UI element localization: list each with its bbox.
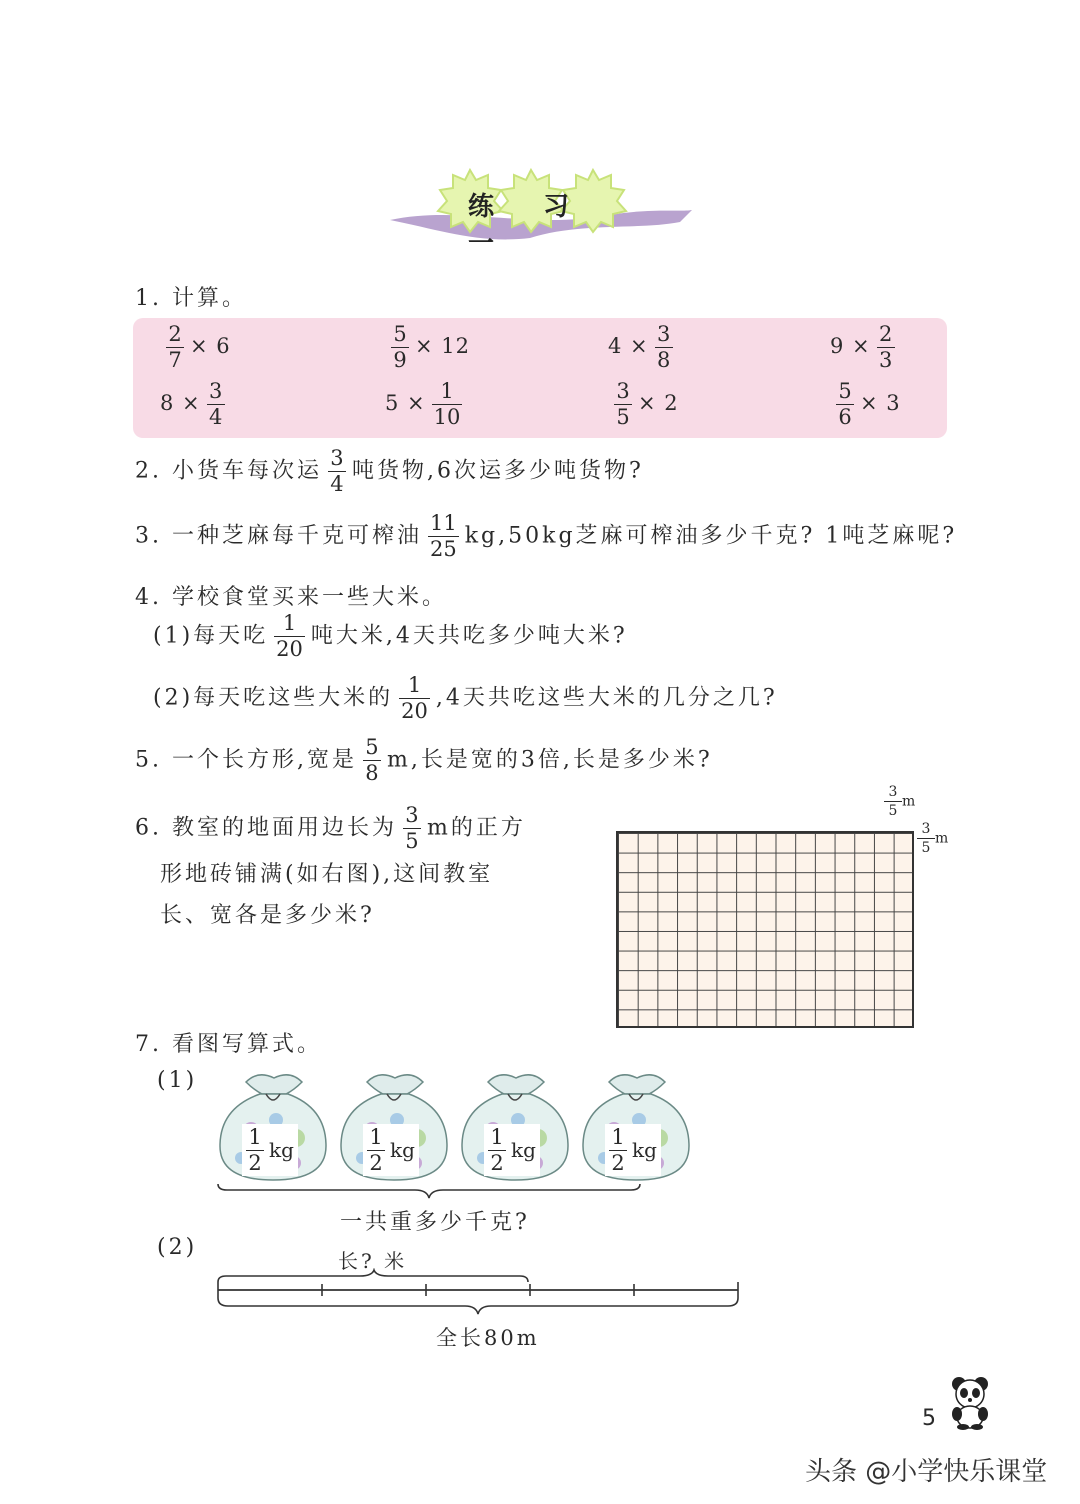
candy-bag <box>216 1068 331 1183</box>
calc-item: $\frac{2}{7}$ × 6 <box>160 324 231 371</box>
q4-label: 4. 学校食堂买来一些大米。 <box>135 585 447 610</box>
calc-item: $\frac{5}{6}$ × 3 <box>830 381 901 428</box>
calc-item: $\frac{3}{5}$ × 2 <box>608 381 679 428</box>
calc-item: 8 × $\frac{3}{4}$ <box>160 381 231 428</box>
bags-brace <box>215 1180 645 1202</box>
q1-label: 1. 计算。 <box>135 286 247 311</box>
bag-weight-label: $\frac{1}{2}$ kg <box>605 1124 661 1176</box>
candy-bag <box>337 1068 452 1183</box>
tile-height-label: $\frac{3}{5}$ m <box>917 822 948 855</box>
calc-item: 5 × $\frac{1}{10}$ <box>385 379 461 429</box>
q6-line3: 长、宽各是多少米? <box>160 903 375 928</box>
q6-line1: 6. 教室的地面用边长为 $\frac{3}{5}$ m的正方 <box>135 803 526 853</box>
q4-part1: (1)每天吃 $\frac{1}{20}$ 吨大米,4天共吃多少吨大米? <box>153 611 628 661</box>
bag-weight-label: $\frac{1}{2}$ kg <box>363 1124 419 1176</box>
q7-part2-label: (2) <box>157 1235 198 1260</box>
q4-part2: (2)每天吃这些大米的 $\frac{1}{20}$ ,4天共吃这些大米的几分之几? <box>153 673 778 723</box>
calc-item: 4 × $\frac{3}{8}$ <box>608 324 679 371</box>
q2: 2. 小货车每次运 $\frac{3}{4}$ 吨货物,6次运多少吨货物? <box>135 446 644 496</box>
panda-icon <box>944 1372 996 1430</box>
candy-bag <box>579 1068 694 1183</box>
total-length-label: 全长80m <box>436 1326 540 1350</box>
bag-weight-label: $\frac{1}{2}$ kg <box>484 1124 540 1176</box>
q6-line2: 形地砖铺满(如右图),这间教室 <box>160 862 494 887</box>
bag-weight-label: $\frac{1}{2}$ kg <box>242 1124 298 1176</box>
length-question-label: 长? 米 <box>338 1249 408 1273</box>
q7-label: 7. 看图写算式。 <box>135 1032 322 1057</box>
q3: 3. 一种芝麻每千克可榨油 $\frac{11}{25}$ kg,50kg芝麻可榨油多少千克? 1吨芝麻呢? <box>135 511 958 561</box>
calc-item: $\frac{5}{9}$ × 12 <box>385 324 470 371</box>
q7-part1-label: (1) <box>157 1068 198 1093</box>
page-number: 5 <box>922 1406 936 1431</box>
calc-item: 9 × $\frac{2}{3}$ <box>830 324 901 371</box>
calc-box <box>133 318 947 438</box>
q5: 5. 一个长方形,宽是 $\frac{5}{8}$ m,长是宽的3倍,长是多少米? <box>135 735 713 785</box>
watermark: 头条 @小学快乐课堂 <box>805 1457 1048 1487</box>
segment-diagram <box>210 1268 750 1324</box>
title-banner <box>380 160 700 259</box>
tile-width-label: $\frac{3}{5}$ m <box>884 785 915 818</box>
page-title: 练 习 一 <box>468 192 590 259</box>
candy-bag <box>458 1068 573 1183</box>
bags-question: 一共重多少千克? <box>340 1210 530 1235</box>
floor-tile-grid <box>616 831 914 1028</box>
